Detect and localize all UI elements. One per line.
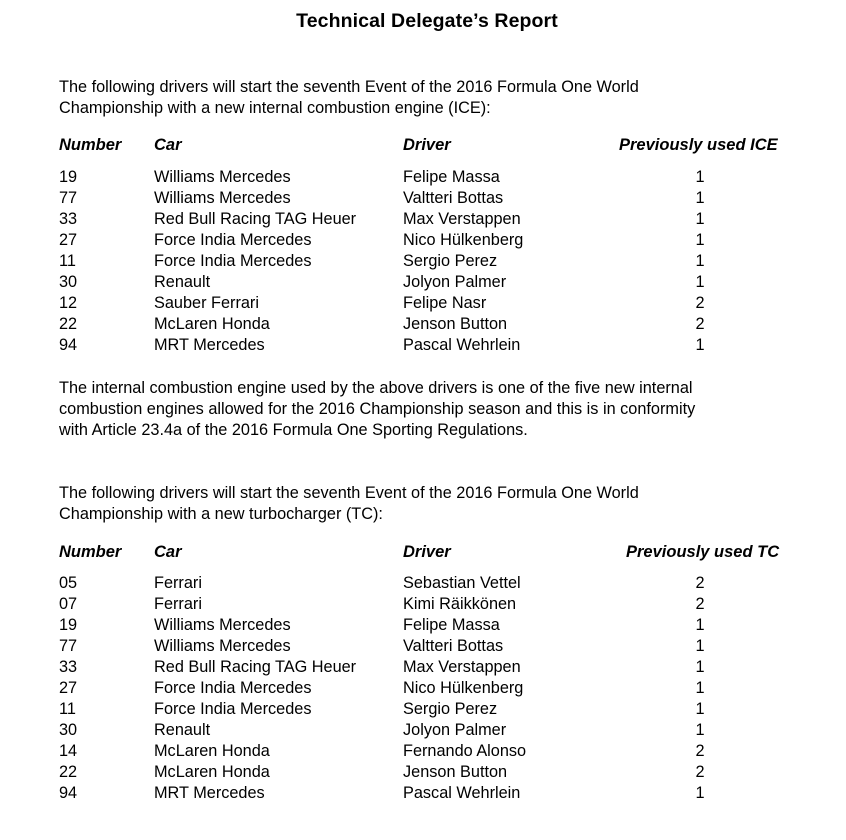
cell-number: 22 [59, 763, 78, 781]
table-row [0, 314, 846, 335]
cell-number: 77 [59, 189, 78, 207]
cell-car: Force India Mercedes [154, 679, 312, 697]
table-row [0, 230, 846, 251]
cell-number: 27 [59, 679, 78, 697]
cell-number: 19 [59, 616, 78, 634]
table-row [0, 657, 846, 678]
cell-number: 07 [59, 595, 78, 613]
cell-previous: 2 [695, 763, 705, 781]
tc-header-number: Number [59, 543, 122, 561]
cell-driver: Kimi Räikkönen [403, 595, 517, 613]
cell-driver: Max Verstappen [403, 210, 521, 228]
cell-number: 14 [59, 742, 78, 760]
cell-driver: Jolyon Palmer [403, 273, 507, 291]
cell-car: McLaren Honda [154, 315, 270, 333]
cell-previous: 1 [695, 658, 705, 676]
cell-driver: Sebastian Vettel [403, 574, 521, 592]
table-row [0, 293, 846, 314]
tc-header-previous: Previously used TC [626, 543, 780, 561]
cell-previous: 1 [695, 700, 705, 718]
table-row [0, 678, 846, 699]
cell-driver: Sergio Perez [403, 700, 498, 718]
ice-table-body [0, 167, 846, 356]
ice-header-car: Car [154, 136, 182, 154]
table-row [0, 636, 846, 657]
ice-note-line: combustion engines allowed for the 2016 Championship season and this is in conformity [59, 400, 696, 418]
cell-number: 11 [59, 252, 76, 270]
cell-car: Williams Mercedes [154, 168, 291, 186]
ice-note-line: The internal combustion engine used by the above drivers is one of the five new internal [59, 379, 693, 397]
cell-number: 27 [59, 231, 78, 249]
tc-header-car: Car [154, 543, 182, 561]
cell-driver: Jolyon Palmer [403, 721, 507, 739]
table-row [0, 762, 846, 783]
cell-driver: Felipe Nasr [403, 294, 487, 312]
cell-car: Ferrari [154, 595, 202, 613]
cell-previous: 1 [695, 784, 705, 802]
cell-number: 19 [59, 168, 78, 186]
cell-car: Renault [154, 721, 211, 739]
cell-previous: 2 [695, 294, 705, 312]
table-row [0, 720, 846, 741]
cell-previous: 1 [695, 637, 705, 655]
cell-driver: Fernando Alonso [403, 742, 527, 760]
cell-number: 77 [59, 637, 78, 655]
cell-car: Force India Mercedes [154, 700, 312, 718]
cell-previous: 1 [695, 231, 705, 249]
cell-driver: Pascal Wehrlein [403, 784, 521, 802]
ice-header-previous: Previously used ICE [619, 136, 778, 154]
ice-intro-line: Championship with a new internal combustion engine (ICE): [59, 99, 491, 117]
cell-car: Force India Mercedes [154, 252, 312, 270]
cell-car: Williams Mercedes [154, 189, 291, 207]
cell-number: 94 [59, 336, 78, 354]
cell-car: Ferrari [154, 574, 202, 592]
ice-intro-line: The following drivers will start the seventh Event of the 2016 Formula One World [59, 78, 639, 96]
cell-previous: 2 [695, 574, 705, 592]
table-row [0, 167, 846, 188]
cell-driver: Max Verstappen [403, 658, 521, 676]
table-row [0, 209, 846, 230]
table-row [0, 615, 846, 636]
tc-table-body [0, 573, 846, 804]
cell-driver: Felipe Massa [403, 616, 500, 634]
cell-previous: 2 [695, 742, 705, 760]
tc-intro-line: The following drivers will start the seventh Event of the 2016 Formula One World [59, 484, 639, 502]
table-row [0, 272, 846, 293]
ice-header-number: Number [59, 136, 122, 154]
ice-intro-paragraph [59, 77, 819, 119]
cell-previous: 1 [695, 168, 705, 186]
cell-previous: 1 [695, 679, 705, 697]
table-row [0, 573, 846, 594]
table-row [0, 741, 846, 762]
ice-note-paragraph [59, 378, 819, 441]
table-row [0, 335, 846, 356]
cell-number: 33 [59, 658, 78, 676]
cell-car: Sauber Ferrari [154, 294, 259, 312]
cell-number: 33 [59, 210, 78, 228]
cell-car: Red Bull Racing TAG Heuer [154, 210, 357, 228]
cell-previous: 2 [695, 595, 705, 613]
table-row [0, 783, 846, 804]
table-row [0, 188, 846, 209]
cell-driver: Jenson Button [403, 315, 508, 333]
cell-previous: 1 [695, 721, 705, 739]
cell-previous: 1 [695, 252, 705, 270]
cell-car: McLaren Honda [154, 763, 270, 781]
cell-previous: 1 [695, 189, 705, 207]
cell-number: 05 [59, 574, 78, 592]
cell-car: Williams Mercedes [154, 616, 291, 634]
table-row [0, 594, 846, 615]
cell-car: Renault [154, 273, 211, 291]
table-row [0, 251, 846, 272]
ice-header-driver: Driver [403, 136, 451, 154]
cell-driver: Pascal Wehrlein [403, 336, 521, 354]
cell-number: 30 [59, 721, 78, 739]
cell-driver: Jenson Button [403, 763, 508, 781]
cell-previous: 1 [695, 336, 705, 354]
cell-previous: 1 [695, 210, 705, 228]
cell-car: McLaren Honda [154, 742, 270, 760]
tc-intro-paragraph [59, 483, 819, 525]
cell-previous: 1 [695, 273, 705, 291]
cell-car: Red Bull Racing TAG Heuer [154, 658, 357, 676]
tc-intro-line: Championship with a new turbocharger (TC): [59, 505, 383, 523]
cell-number: 12 [59, 294, 78, 312]
cell-car: Force India Mercedes [154, 231, 312, 249]
cell-driver: Nico Hülkenberg [403, 231, 524, 249]
cell-car: MRT Mercedes [154, 336, 265, 354]
cell-number: 22 [59, 315, 78, 333]
page-title: Technical Delegate’s Report [296, 10, 558, 32]
cell-number: 30 [59, 273, 78, 291]
tc-header-driver: Driver [403, 543, 451, 561]
cell-car: MRT Mercedes [154, 784, 265, 802]
cell-driver: Nico Hülkenberg [403, 679, 524, 697]
cell-car: Williams Mercedes [154, 637, 291, 655]
cell-driver: Sergio Perez [403, 252, 498, 270]
cell-number: 94 [59, 784, 78, 802]
table-row [0, 699, 846, 720]
cell-driver: Valtteri Bottas [403, 637, 504, 655]
cell-number: 11 [59, 700, 76, 718]
cell-driver: Valtteri Bottas [403, 189, 504, 207]
cell-driver: Felipe Massa [403, 168, 500, 186]
ice-note-line: with Article 23.4a of the 2016 Formula One Sporting Regulations. [59, 421, 528, 439]
cell-previous: 1 [695, 616, 705, 634]
cell-previous: 2 [695, 315, 705, 333]
